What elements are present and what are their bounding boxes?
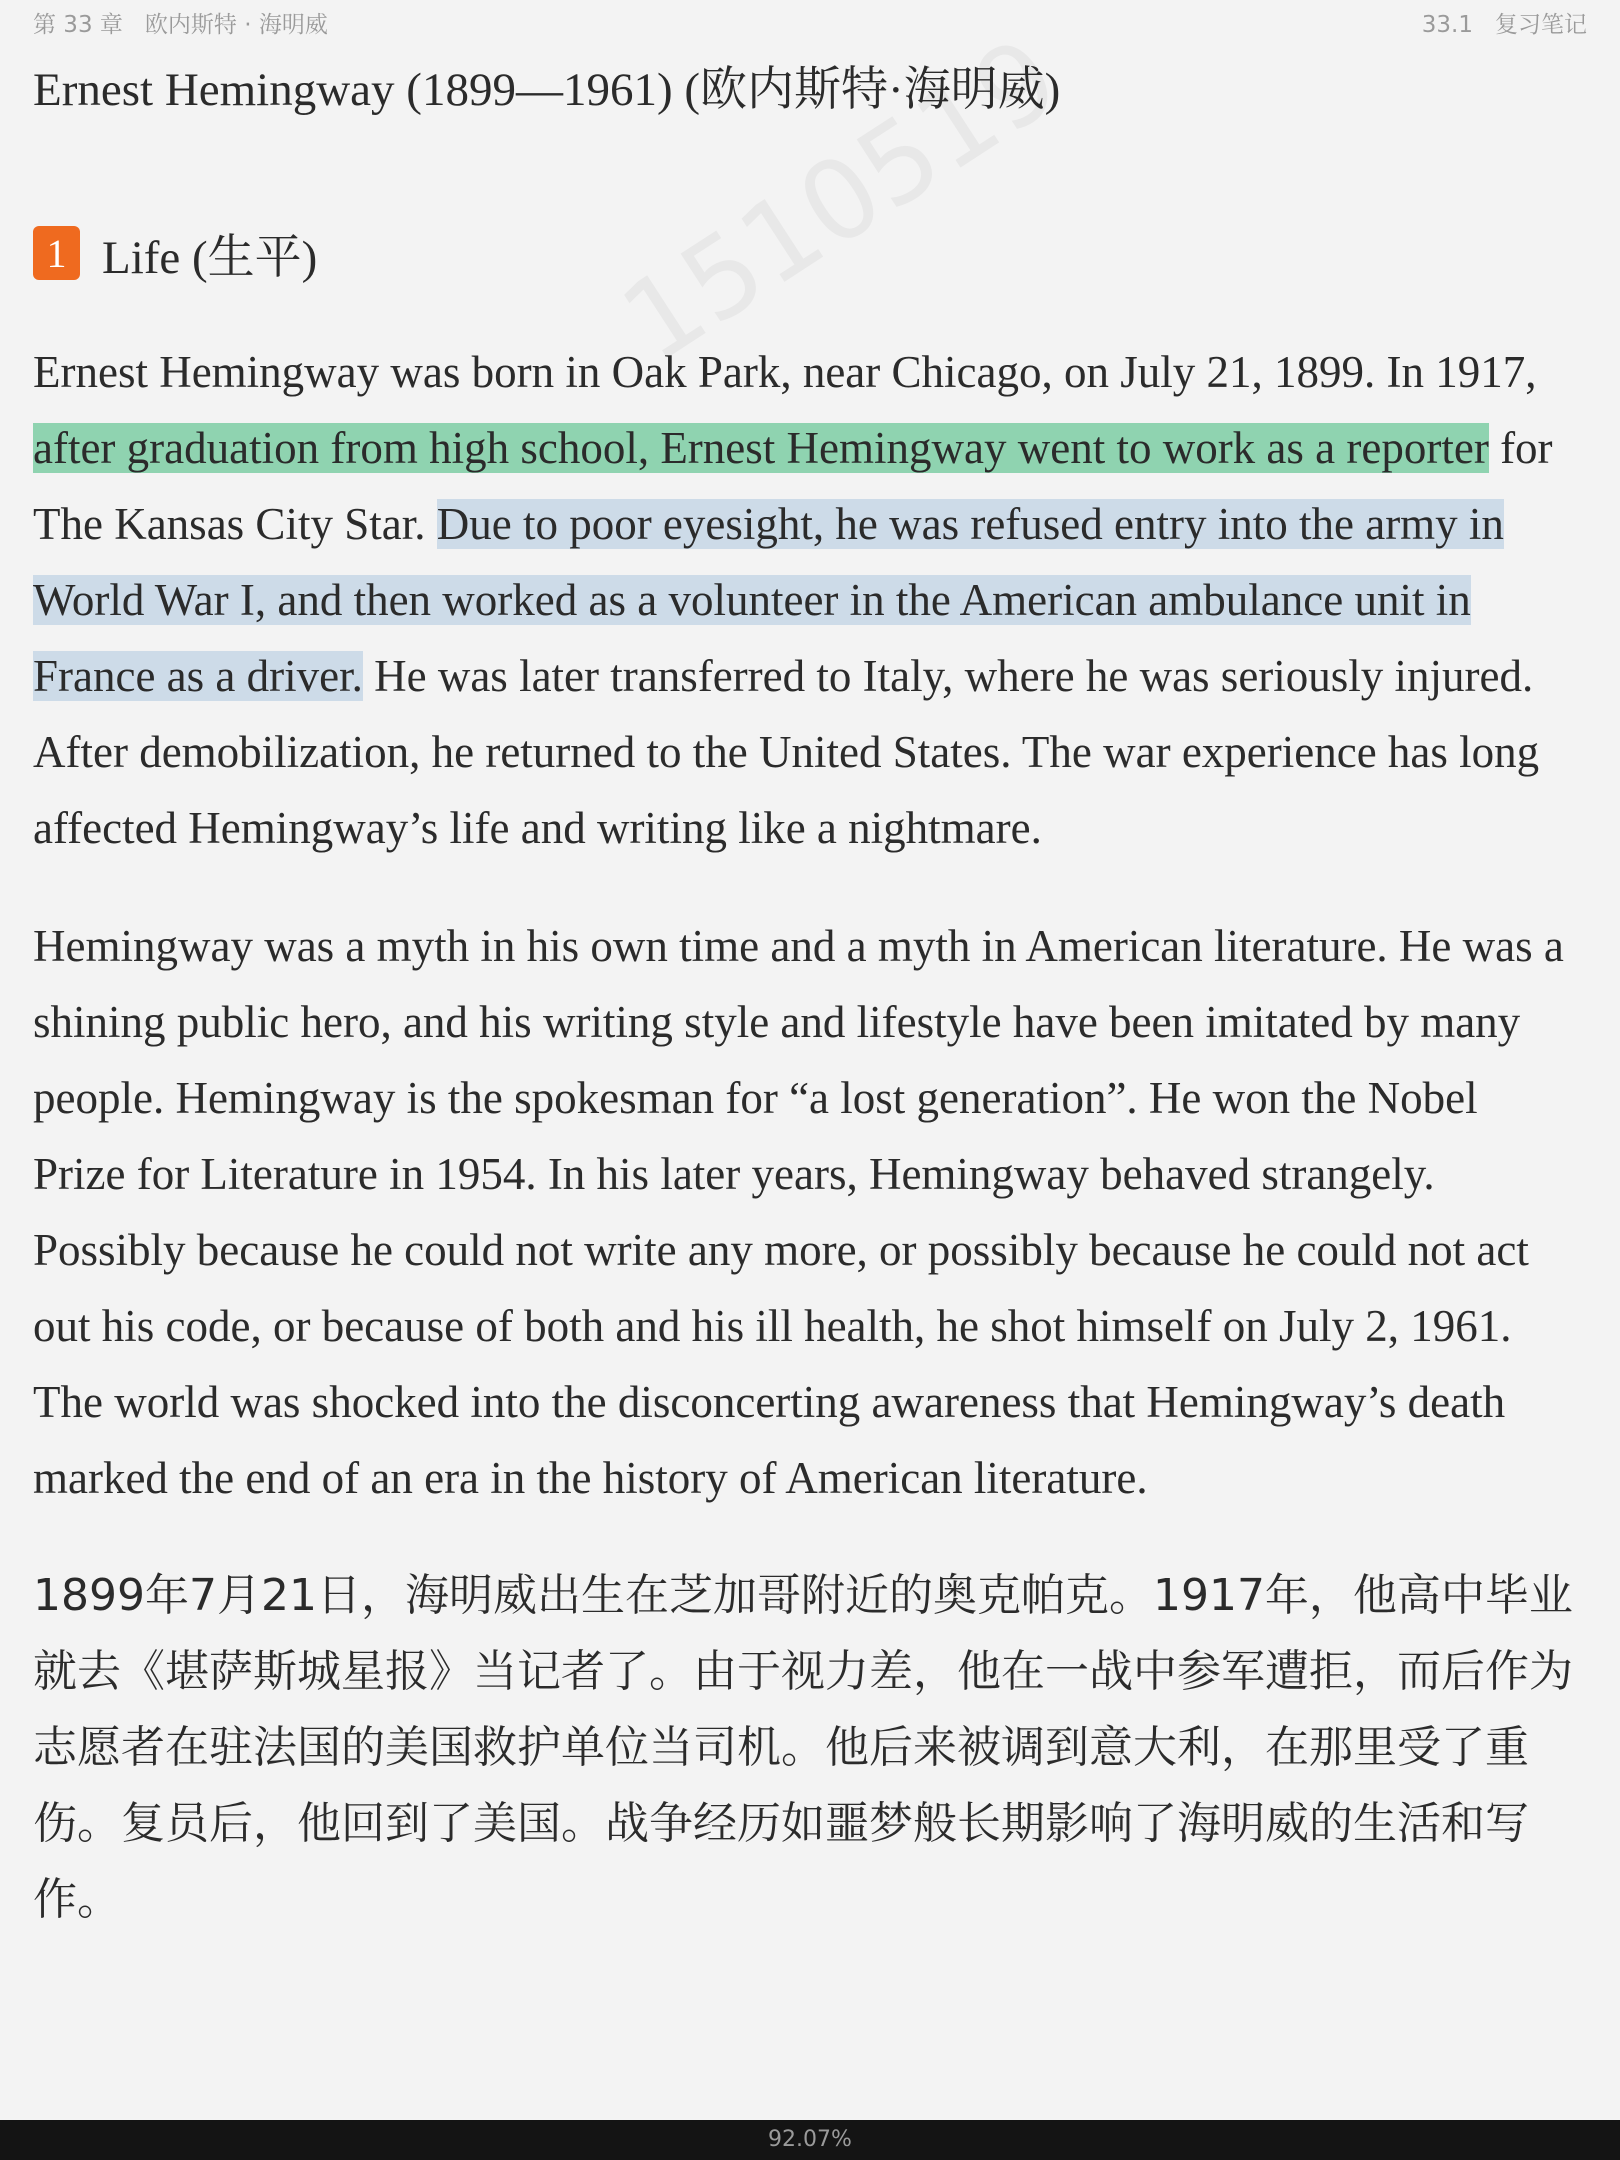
chapter-number: 第 33 章 xyxy=(33,12,123,38)
section-title: Life (生平) xyxy=(102,231,318,284)
chapter-name: 欧内斯特 · 海明威 xyxy=(144,12,328,38)
section-number-badge: 1 xyxy=(33,226,80,280)
paragraph-life-zh: 1899年7月21日，海明威出生在芝加哥附近的奥克帕克。1917年，他高中毕业就去《堪萨斯城星报》当记者了。由于视力差，他在一战中参军遭拒，而后作为志愿者在驻法国的美国救护单位当司机。他后来被调到意大利，在那里受了重伤。复员后，他回到了美国。战争经历如噩梦般长期影响了海明威的生活和写作。 xyxy=(33,1570,1573,1925)
section-heading xyxy=(33,226,318,284)
reading-progress: 92.07% xyxy=(768,2127,852,2152)
chapter-breadcrumb xyxy=(33,6,350,39)
highlight-green[interactable]: after graduation from high school, Ernest Hemingway went to work as a reporter xyxy=(33,423,1489,473)
text-run: Ernest Hemingway was born in Oak Park, near Chicago, on July 21, 1899. In 1917, xyxy=(33,347,1537,397)
section-breadcrumb xyxy=(1400,6,1587,39)
section-number: 33.1 xyxy=(1421,12,1473,38)
book-content xyxy=(33,334,1578,1980)
paragraph-life-en xyxy=(33,334,1578,866)
paragraph-myth-en: Hemingway was a myth in his own time and a myth in American literature. He was a shining public hero, and his writing style and lifestyle have been imitated by many people. Hemingway is the spokesman for “a lost generation”. He won the Nobel Prize for Literature in 1954. In his later years, Hemingway behaved strangely. Possibly because he could not write any more, or possibly because he could not act out his code, or because of both and his ill health, he shot himself on July 2, 1961. The world was shocked into the disconcerting awareness that Hemingway’s death marked the end of an era in the history of American literature. xyxy=(33,921,1564,1503)
section-name: 复习笔记 xyxy=(1495,12,1587,38)
highlight-blue[interactable]: Due to poor eyesight, he was refused entry into the army in World War I, and then worked as a volunteer in the American ambulance unit in France as a driver. xyxy=(33,499,1504,701)
reader-top-bar xyxy=(0,0,1620,40)
text-run: for The Kansas City Star. xyxy=(33,423,1553,549)
text-run: He was later transferred to Italy, where he was seriously injured. After demobilization, he returned to the United States. The war experience has long affected Hemingway’s life and writing like a nightmare. xyxy=(33,651,1540,853)
reading-progress-bar xyxy=(0,2120,1620,2160)
chapter-title: Ernest Hemingway (1899—1961) (欧内斯特·海明威) xyxy=(33,64,1061,116)
